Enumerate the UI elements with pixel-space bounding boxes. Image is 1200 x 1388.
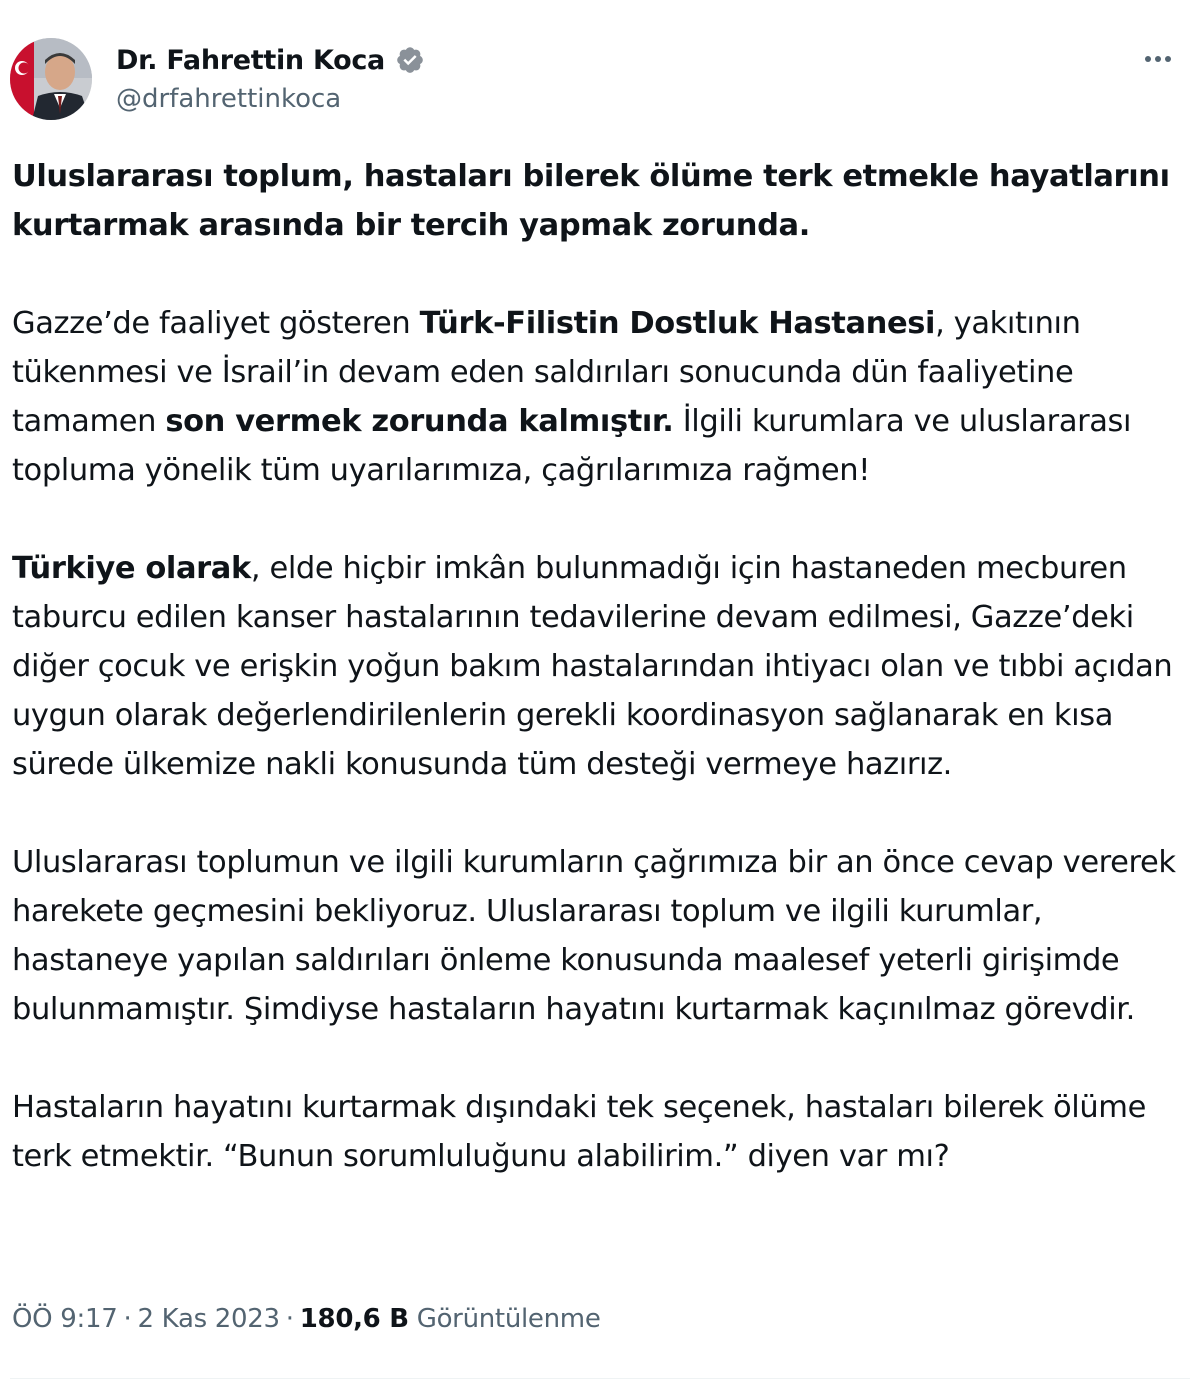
more-dot [1145, 56, 1151, 62]
more-dot [1155, 56, 1161, 62]
meta-separator: · [123, 1304, 132, 1334]
tweet-paragraph [12, 299, 1182, 495]
text-segment: , elde hiçbir imkân bulunmadığı için hastaneden mecburen taburcu edilen kanser hastalarının tedavilerine devam edilmesi, Gazze’deki diğer çocuk ve erişkin yoğun bakım hastalarından ihtiyacı olan ve tıbbi açıdan uygun olarak değerlendirilenlerin gerekli koordinasyon sağlanarak en kısa sürede ülkemize nakli konusunda tüm desteği vermeye hazırız. [12, 551, 1173, 782]
tweet-text [12, 152, 1182, 1230]
tweet-paragraph [12, 544, 1182, 789]
verified-badge-icon [395, 45, 425, 75]
bold-text: son vermek zorunda kalmıştır. [165, 404, 674, 439]
text-segment: Gazze’de faaliyet gösteren [12, 306, 420, 341]
bold-text: Türk-Filistin Dostluk Hastanesi [419, 306, 936, 341]
text-segment: , yakıtının tükenmesi ve İsrail’in devam eden saldırıları sonucunda dün faaliyetine tamamen [12, 306, 1081, 439]
avatar[interactable] [10, 38, 92, 120]
meta-separator: · [285, 1304, 294, 1334]
tweet-meta [12, 1304, 601, 1334]
tweet-paragraph [12, 838, 1182, 1034]
text-segment: Uluslararası toplumun ve ilgili kurumların çağrımıza bir an önce cevap vererek harekete geçmesini bekliyoruz. Uluslararası toplum ve ilgili kurumlar, hastaneye yapılan saldırıları önleme konusunda maalesef yeterli girişimde bulunmamıştır. Şimdiyse hastaların hayatını kurtarmak kaçınılmaz görevdir. [12, 845, 1176, 1027]
bold-text: Uluslararası toplum, hastaları bilerek ölüme terk etmekle hayatlarını kurtarmak arasında bir tercih yapmak zorunda. [12, 159, 1170, 243]
bold-text: Türkiye olarak [12, 551, 251, 586]
author-names [116, 40, 425, 114]
text-segment: Hastaların hayatını kurtarmak dışındaki tek seçenek, hastaları bilerek ölüme terk etmektir. “Bunun sorumluluğunu alabilirim.” diyen var mı? [12, 1090, 1146, 1174]
display-name-row [116, 40, 425, 80]
author-display-name[interactable]: Dr. Fahrettin Koca [116, 44, 385, 76]
text-segment: İlgili kurumlara ve uluslararası topluma yönelik tüm uyarılarımıza, çağrılarımıza rağmen! [12, 404, 1132, 488]
tweet-time[interactable]: ÖÖ 9:17 [12, 1304, 118, 1334]
views-count: 180,6 B [299, 1304, 409, 1334]
author-handle[interactable]: @drfahrettinkoca [116, 84, 342, 114]
tweet-header [10, 38, 1190, 122]
tweet-paragraph [12, 1083, 1182, 1181]
more-dot [1165, 56, 1171, 62]
tweet-paragraph [12, 152, 1182, 250]
more-options-icon[interactable] [1136, 44, 1180, 74]
divider [10, 1378, 1190, 1379]
views-label: Görüntülenme [416, 1304, 601, 1334]
tweet-date[interactable]: 2 Kas 2023 [137, 1304, 280, 1334]
avatar-image [10, 38, 92, 120]
